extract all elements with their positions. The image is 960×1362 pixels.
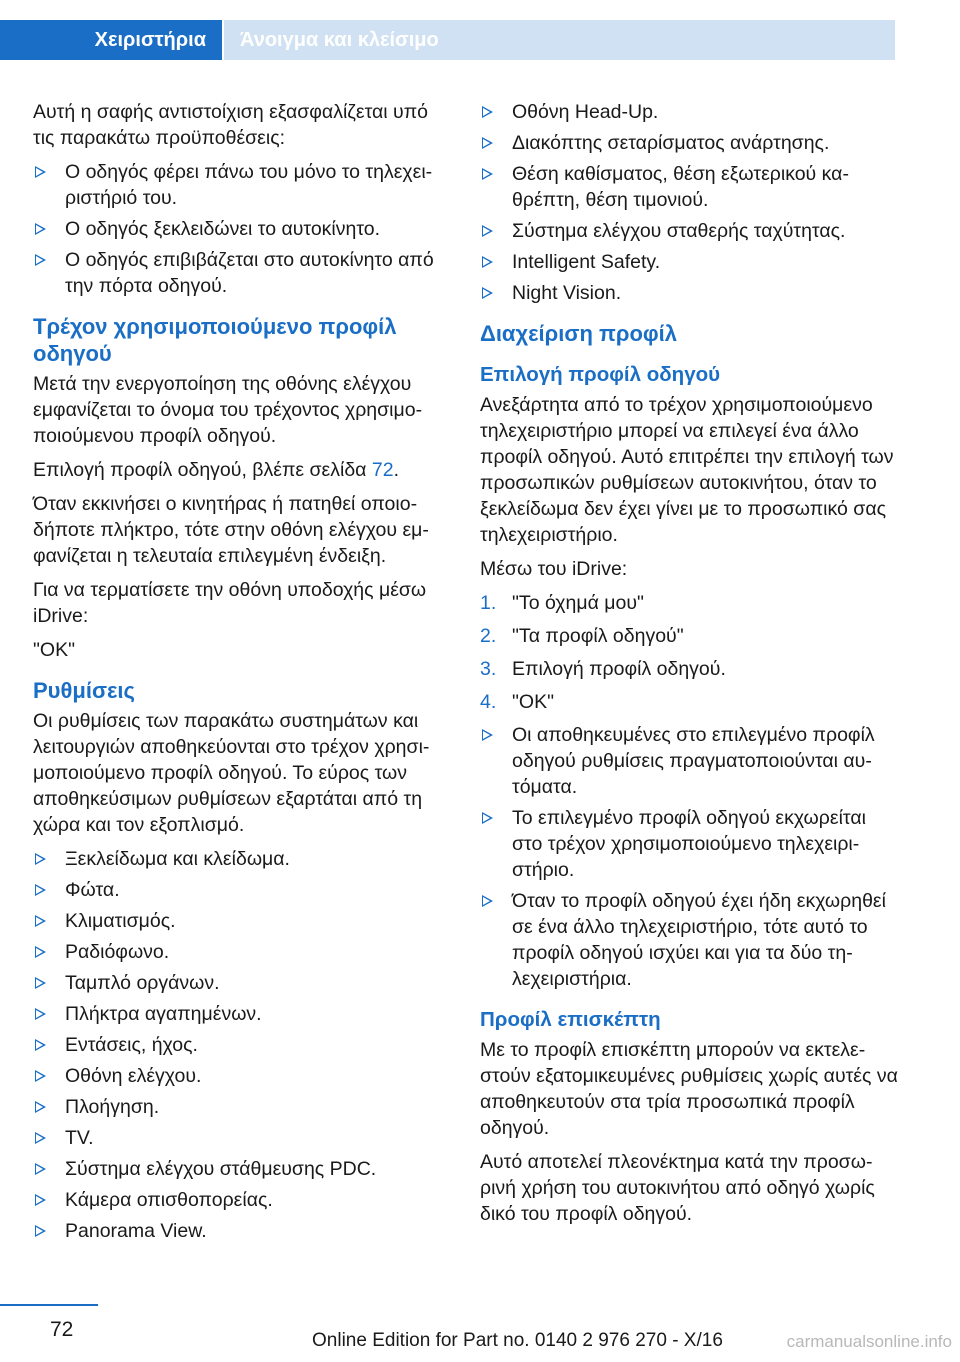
guest-profile-p2: Αυτό αποτελεί πλεονέκτημα κατά την προσωρινή χρήση του αυτοκινήτου από οδηγό χωρίς δικό του προφίλ οδηγού. [480, 1151, 875, 1225]
list-item: Διακόπτης σεταρίσματος ανάρτησης. [480, 130, 900, 156]
select-profile-paragraph: Ανεξάρτητα από το τρέχον χρησιμοποιούμενο τηλεχειριστήριο μπορεί να επιλεγεί ένα άλλο προφίλ οδηγού. Αυτό επιτρέπει την επιλογή των προσωπικών ρυθμίσεων αυτοκινήτου, όταν το ξεκλείδωμα δεν έχει γίνει με το προσωπικό σας τηλεχειριστήριο. [480, 394, 894, 546]
list-item: Οθόνη ελέγχου. [33, 1063, 448, 1089]
page-header [0, 0, 895, 62]
left-column [33, 99, 448, 1252]
triangle-bullet-icon [35, 254, 46, 266]
chapter-tab[interactable]: Χειριστήρια [0, 20, 222, 60]
step-item: 4. "OK" [480, 691, 555, 713]
list-item: Το επιλεγμένο προφίλ οδηγού εκχωρείται στο τρέχον χρησιμοποιούμενο τηλεχειριστήριο. [480, 805, 900, 883]
page-number: 72 [50, 1318, 74, 1341]
current-profile-heading: Τρέχον χρησιμοποιούμενο προφίλ οδηγού [33, 314, 397, 366]
idrive-paragraph: Μέσω του iDrive: [480, 558, 628, 580]
triangle-bullet-icon [35, 1101, 46, 1113]
triangle-bullet-icon [35, 166, 46, 178]
triangle-bullet-icon [35, 884, 46, 896]
triangle-bullet-icon [35, 1163, 46, 1175]
step-item: 1. "Το όχημά μου" [480, 592, 644, 614]
list-item: Όταν το προφίλ οδηγού έχει ήδη εκχωρηθεί σε ένα άλλο τηλεχειριστήριο, τότε αυτό το προφίλ οδηγού ισχύει και για τα δύο τηλεχειριστήρια. [480, 888, 900, 992]
guest-profile-heading: Προφίλ επισκέπτη [480, 1008, 661, 1031]
settings-paragraph: Οι ρυθμίσεις των παρακάτω συστημάτων και λειτουργιών αποθηκεύονται στο τρέχον χρησιμοποιούμενο προφίλ οδηγού. Το εύρος των αποθηκεύσιμων ρυθμίσεων εξαρτάται από τη χώρα και τον εξοπλισμό. [33, 710, 430, 836]
triangle-bullet-icon [35, 1132, 46, 1144]
list-item: Panorama View. [33, 1218, 448, 1244]
triangle-bullet-icon [35, 915, 46, 927]
list-item: Ο οδηγός φέρει πάνω του μόνο το τηλεχειριστήριό του. [33, 159, 448, 211]
triangle-bullet-icon [482, 729, 493, 741]
list-item: Ταμπλό οργάνων. [33, 970, 448, 996]
edition-footer: Online Edition for Part no. 0140 2 976 270 - X/16 [312, 1330, 723, 1351]
triangle-bullet-icon [482, 287, 493, 299]
current-profile-p4: Για να τερματίσετε την οθόνη υποδοχής μέσω iDrive: [33, 579, 427, 627]
triangle-bullet-icon [482, 225, 493, 237]
list-item: Ξεκλείδωμα και κλείδωμα. [33, 846, 448, 872]
results-list [480, 722, 900, 992]
page-reference-link[interactable]: 72 [371, 459, 394, 481]
list-item: Πλήκτρα αγαπημένων. [33, 1001, 448, 1027]
current-profile-p5: "OK" [33, 639, 76, 661]
right-column [480, 99, 900, 1235]
guest-profile-p1: Με το προφίλ επισκέπτη μπορούν να εκτελεστούν εξατομικευμένες ρυθμίσεις χωρίς αυτές να αποθηκευτούν στα τρία προσωπικά προφίλ οδηγού. [480, 1039, 898, 1139]
section-tab[interactable]: Άνοιγμα και κλείσιμο [224, 20, 895, 60]
select-profile-heading: Επιλογή προφίλ οδηγού [480, 363, 721, 386]
profile-management-heading: Διαχείριση προφίλ [480, 321, 677, 346]
list-item: Εντάσεις, ήχος. [33, 1032, 448, 1058]
triangle-bullet-icon [482, 895, 493, 907]
current-profile-p2: Επιλογή προφίλ οδηγού, βλέπε σελίδα 72. [33, 459, 399, 481]
conditions-list [33, 159, 448, 299]
triangle-bullet-icon [35, 1194, 46, 1206]
settings-list [33, 846, 448, 1244]
list-item: Κλιματισμός. [33, 908, 448, 934]
list-item: Ο οδηγός επιβιβάζεται στο αυτοκίνητο από την πόρτα οδηγού. [33, 247, 448, 299]
watermark: carmanualsonline.info [786, 1332, 952, 1351]
triangle-bullet-icon [35, 1039, 46, 1051]
triangle-bullet-icon [35, 1225, 46, 1237]
triangle-bullet-icon [35, 977, 46, 989]
list-item: Σύστημα ελέγχου στάθμευσης PDC. [33, 1156, 448, 1182]
list-item: Night Vision. [480, 280, 900, 306]
current-profile-p3: Όταν εκκινήσει ο κινητήρας ή πατηθεί οποιοδήποτε πλήκτρο, τότε στην οθόνη ελέγχου εμφανίζεται η τελευταία επιλεγμένη ένδειξη. [33, 493, 429, 567]
list-item: Πλοήγηση. [33, 1094, 448, 1120]
triangle-bullet-icon [482, 256, 493, 268]
steps-list [480, 590, 900, 715]
list-item: Οι αποθηκευμένες στο επιλεγμένο προφίλ οδηγού ρυθμίσεις πραγματοποιούνται αυτόματα. [480, 722, 900, 800]
list-item: Σύστημα ελέγχου σταθερής ταχύτητας. [480, 218, 900, 244]
triangle-bullet-icon [35, 946, 46, 958]
list-item: Οθόνη Head-Up. [480, 99, 900, 125]
current-profile-p1: Μετά την ενεργοποίηση της οθόνης ελέγχου εμφανίζεται το όνομα του τρέχοντος χρησιμοποιούμενου προφίλ οδηγού. [33, 373, 423, 447]
settings-list-continued [480, 99, 900, 306]
list-item: Θέση καθίσματος, θέση εξωτερικού καθρέπτη, θέση τιμονιού. [480, 161, 900, 213]
triangle-bullet-icon [482, 137, 493, 149]
footer-divider [0, 1304, 98, 1306]
triangle-bullet-icon [35, 1008, 46, 1020]
triangle-bullet-icon [482, 812, 493, 824]
triangle-bullet-icon [35, 853, 46, 865]
triangle-bullet-icon [482, 168, 493, 180]
list-item: Ο οδηγός ξεκλειδώνει το αυτοκίνητο. [33, 216, 448, 242]
triangle-bullet-icon [35, 1070, 46, 1082]
list-item: Κάμερα οπισθοπορείας. [33, 1187, 448, 1213]
step-item: 2. "Τα προφίλ οδηγού" [480, 625, 684, 647]
list-item: Ραδιόφωνο. [33, 939, 448, 965]
step-item: 3. Επιλογή προφίλ οδηγού. [480, 658, 726, 680]
list-item: Φώτα. [33, 877, 448, 903]
list-item: Intelligent Safety. [480, 249, 900, 275]
triangle-bullet-icon [482, 106, 493, 118]
settings-heading: Ρυθμίσεις [33, 678, 135, 703]
triangle-bullet-icon [35, 223, 46, 235]
list-item: TV. [33, 1125, 448, 1151]
intro-paragraph: Αυτή η σαφής αντιστοίχιση εξασφαλίζεται υπό τις παρακάτω προϋποθέσεις: [33, 101, 428, 149]
